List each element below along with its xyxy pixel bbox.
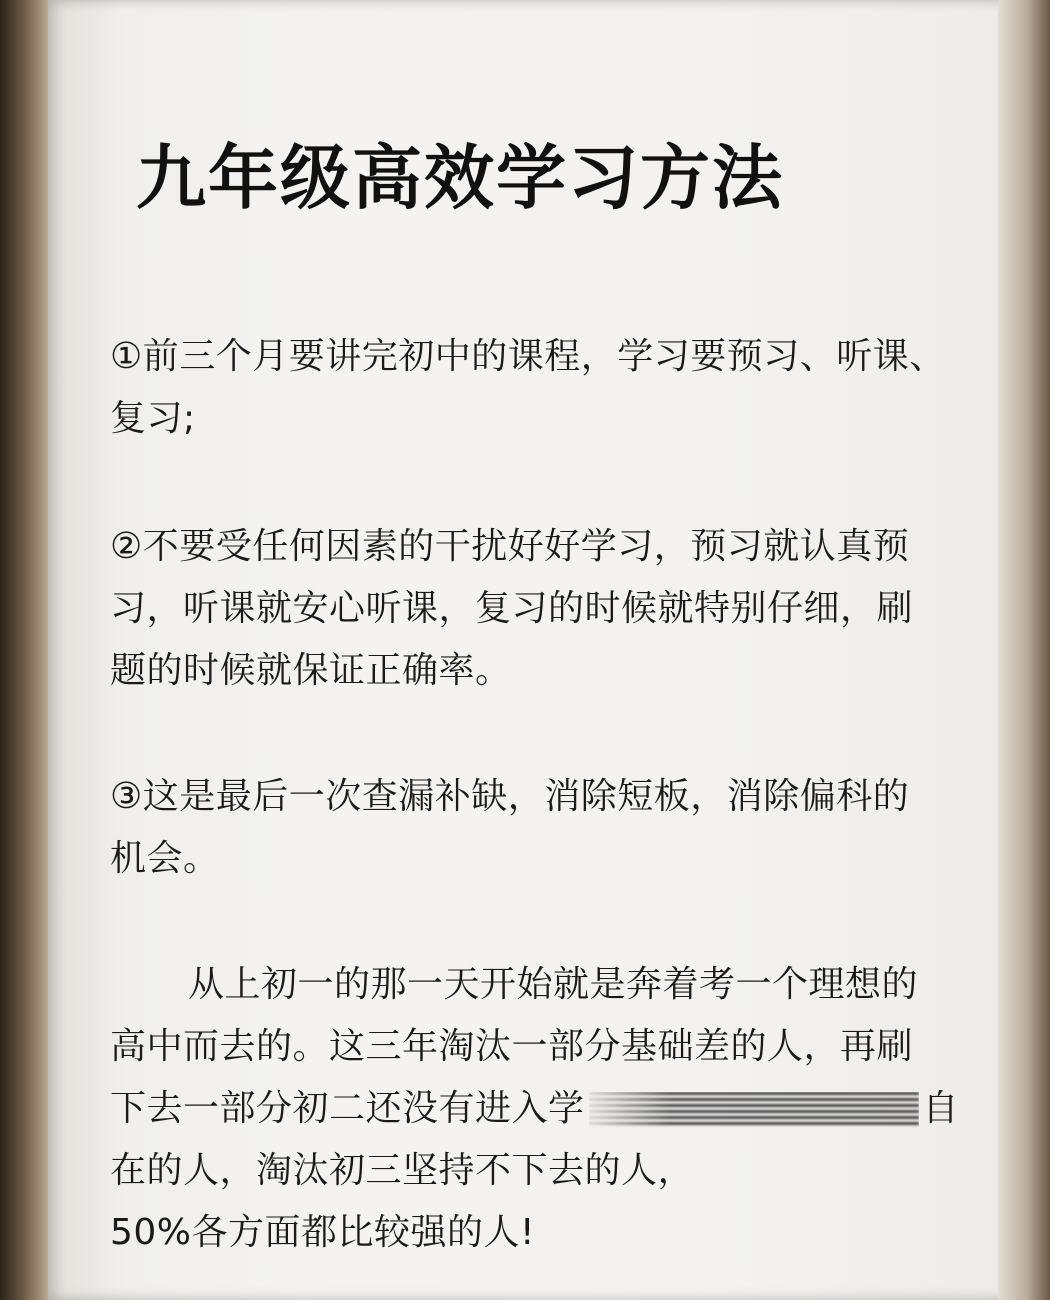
closing-line-5: 50%各方面都比较强的人! [110, 1212, 535, 1253]
point-2-line-1: ②不要受任何因素的干扰好好学习，预习就认真预 [110, 526, 910, 567]
closing-paragraph [110, 954, 970, 1264]
closing-line-1: 从上初一的那一天开始就是奔着考一个理想的 [188, 964, 919, 1005]
point-3-line-1: ③这是最后一次查漏补缺，消除短板，消除偏科的 [110, 776, 910, 817]
closing-line-3-end: 自 [922, 1088, 960, 1129]
closing-line-3-start: 下去一部分初二还没有进入学 [110, 1088, 585, 1129]
closing-line-3 [110, 1078, 970, 1140]
point-3-line-2: 机会。 [110, 838, 220, 879]
point-1-paragraph [110, 326, 970, 450]
redaction-bar [589, 1092, 919, 1128]
point-3-paragraph [110, 766, 970, 890]
book-binding-right [998, 0, 1050, 1300]
point-1-line-1: ①前三个月要讲完初中的课程，学习要预习、听课、 [110, 336, 946, 377]
page-title: 九年级高效学习方法 [136, 137, 784, 219]
point-1-line-2: 复习; [110, 398, 196, 439]
point-2-paragraph [110, 516, 970, 702]
point-2-line-3: 题的时候就保证正确率。 [110, 650, 512, 691]
closing-line-4: 在的人，淘汰初三坚持不下去的人， [110, 1150, 695, 1191]
point-2-line-2: 习，听课就安心听课，复习的时候就特别仔细，刷 [110, 588, 914, 629]
closing-line-2: 高中而去的。这三年淘汰一部分基础差的人，再刷 [110, 1026, 914, 1067]
